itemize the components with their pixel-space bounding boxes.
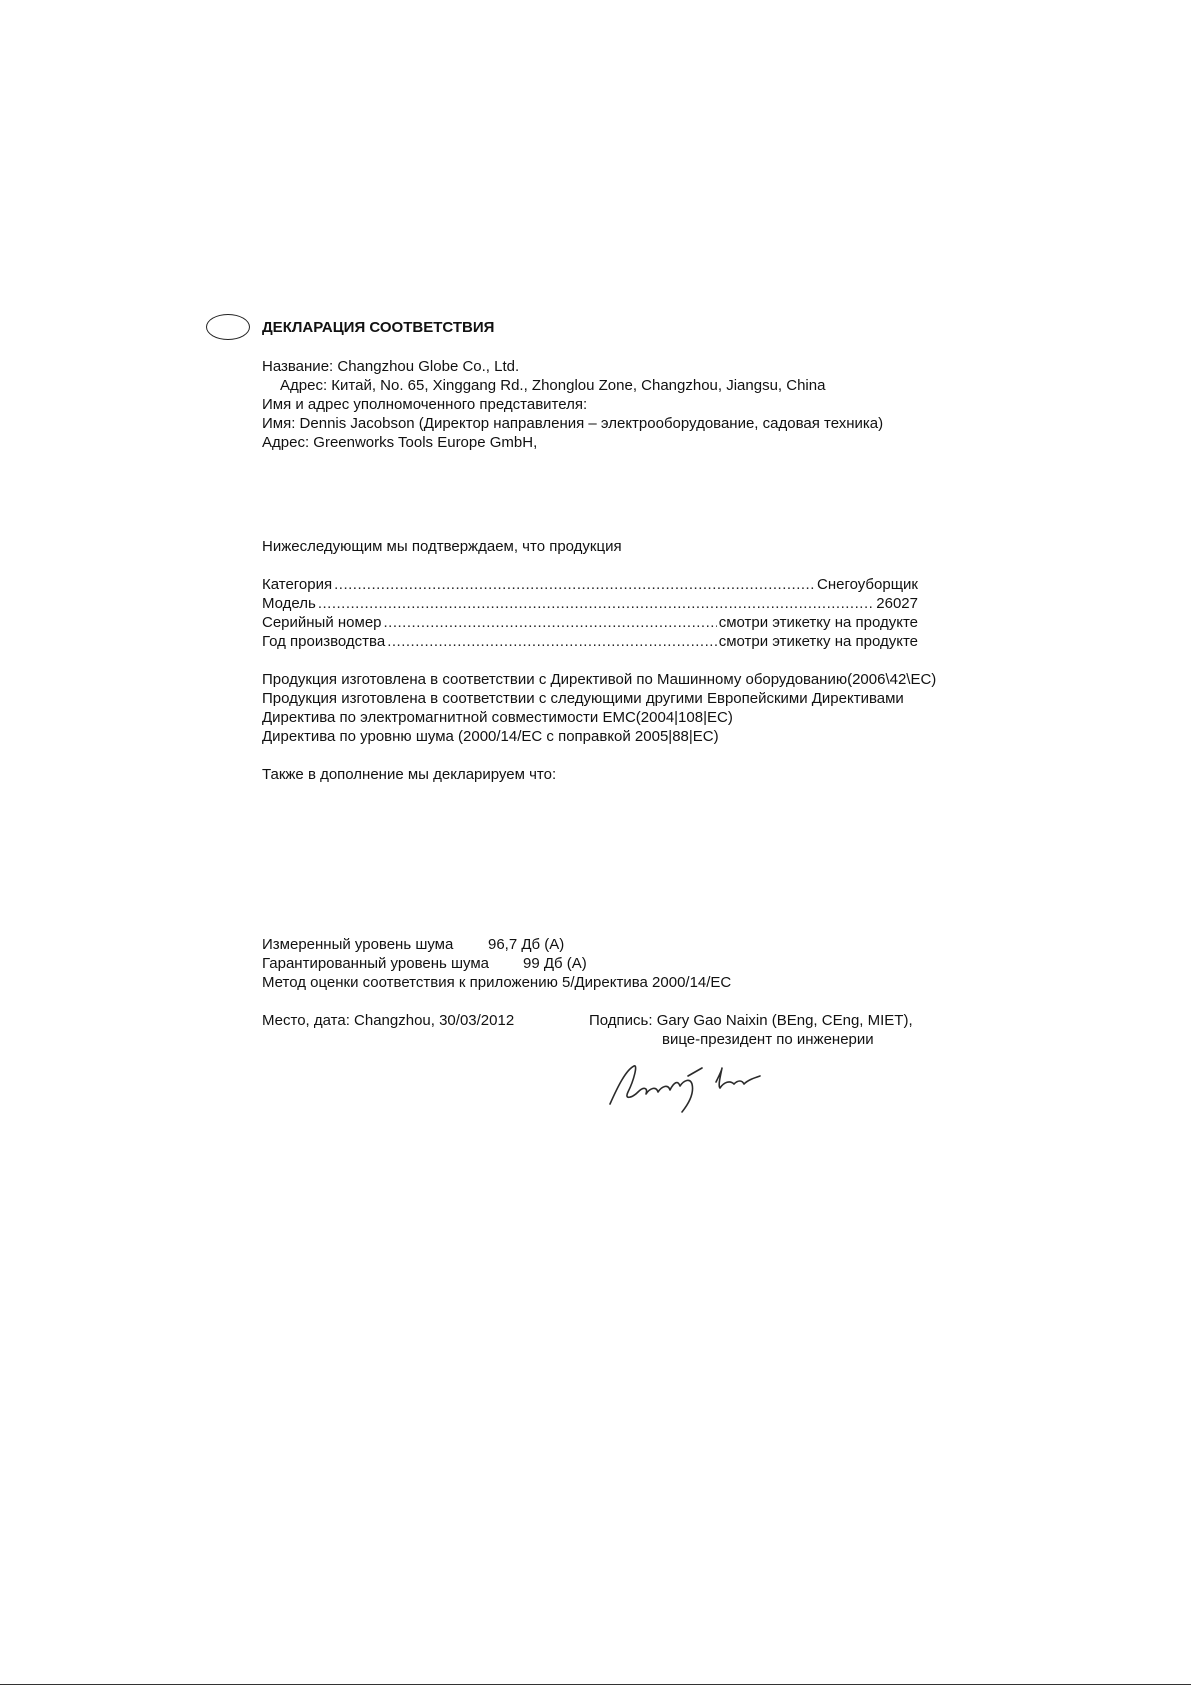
dot-leader — [334, 575, 815, 594]
also-declare-line: Также в дополнение мы декларируем что: — [262, 766, 557, 783]
directive-line: Директива по электромагнитной совместимости EMC(2004|108|EC) — [262, 709, 733, 726]
field-label: Год производства — [262, 633, 386, 650]
manufacturer-address: Адрес: Китай, No. 65, Xinggang Rd., Zhonglou Zone, Changzhou, Jiangsu, China — [280, 377, 826, 394]
manufacturer-name: Название: Changzhou Globe Co., Ltd. — [262, 358, 520, 375]
field-label: Модель — [262, 595, 316, 612]
representative-intro: Имя и адрес уполномоченного представителя: — [262, 396, 588, 413]
measured-noise-label: Измеренный уровень шума — [262, 936, 454, 953]
place-date: Место, дата: Changzhou, 30/03/2012 — [262, 1012, 515, 1029]
measured-noise-value: 96,7 Дб (A) — [488, 936, 565, 953]
field-label: Категория — [262, 576, 333, 593]
product-field-serial — [262, 613, 918, 632]
guaranteed-noise-value: 99 Дб (A) — [523, 955, 587, 972]
assessment-method: Метод оценки соответствия к приложению 5/Директива 2000/14/EC — [262, 974, 732, 991]
field-label: Серийный номер — [262, 614, 382, 631]
guaranteed-noise-label: Гарантированный уровень шума — [262, 955, 490, 972]
field-value: Снегоуборщик — [816, 576, 918, 593]
dot-leader — [387, 632, 716, 651]
document-heading: ДЕКЛАРАЦИЯ СООТВЕТСТВИЯ — [262, 319, 495, 336]
directive-line: Директива по уровню шума (2000/14/EC с поправкой 2005|88|EC) — [262, 728, 719, 745]
signature-line: Подпись: Gary Gao Naixin (BEng, CEng, MIET), — [589, 1012, 913, 1029]
product-field-model — [262, 594, 918, 613]
field-value: смотри этикетку на продукте — [718, 633, 918, 650]
product-field-category — [262, 575, 918, 594]
directive-line: Продукция изготовлена в соответствии с Директивой по Машинному оборудованию(2006\42\EC) — [262, 671, 937, 688]
handwritten-signature — [604, 1056, 774, 1116]
signer-title: вице-президент по инженерии — [662, 1031, 874, 1048]
representative-name: Имя: Dennis Jacobson (Директор направления – электрооборудование, садовая техника) — [262, 415, 884, 432]
confirmation-line: Нижеследующим мы подтверждаем, что продукция — [262, 538, 622, 555]
language-marker-oval — [206, 314, 250, 340]
field-value: 26027 — [876, 595, 918, 612]
field-value: смотри этикетку на продукте — [718, 614, 918, 631]
product-field-year — [262, 632, 918, 651]
representative-address: Адрес: Greenworks Tools Europe GmbH, — [262, 434, 538, 451]
directive-line: Продукция изготовлена в соответствии с следующими другими Европейскими Директивами — [262, 690, 904, 707]
dot-leader — [384, 613, 717, 632]
dot-leader — [318, 594, 874, 613]
